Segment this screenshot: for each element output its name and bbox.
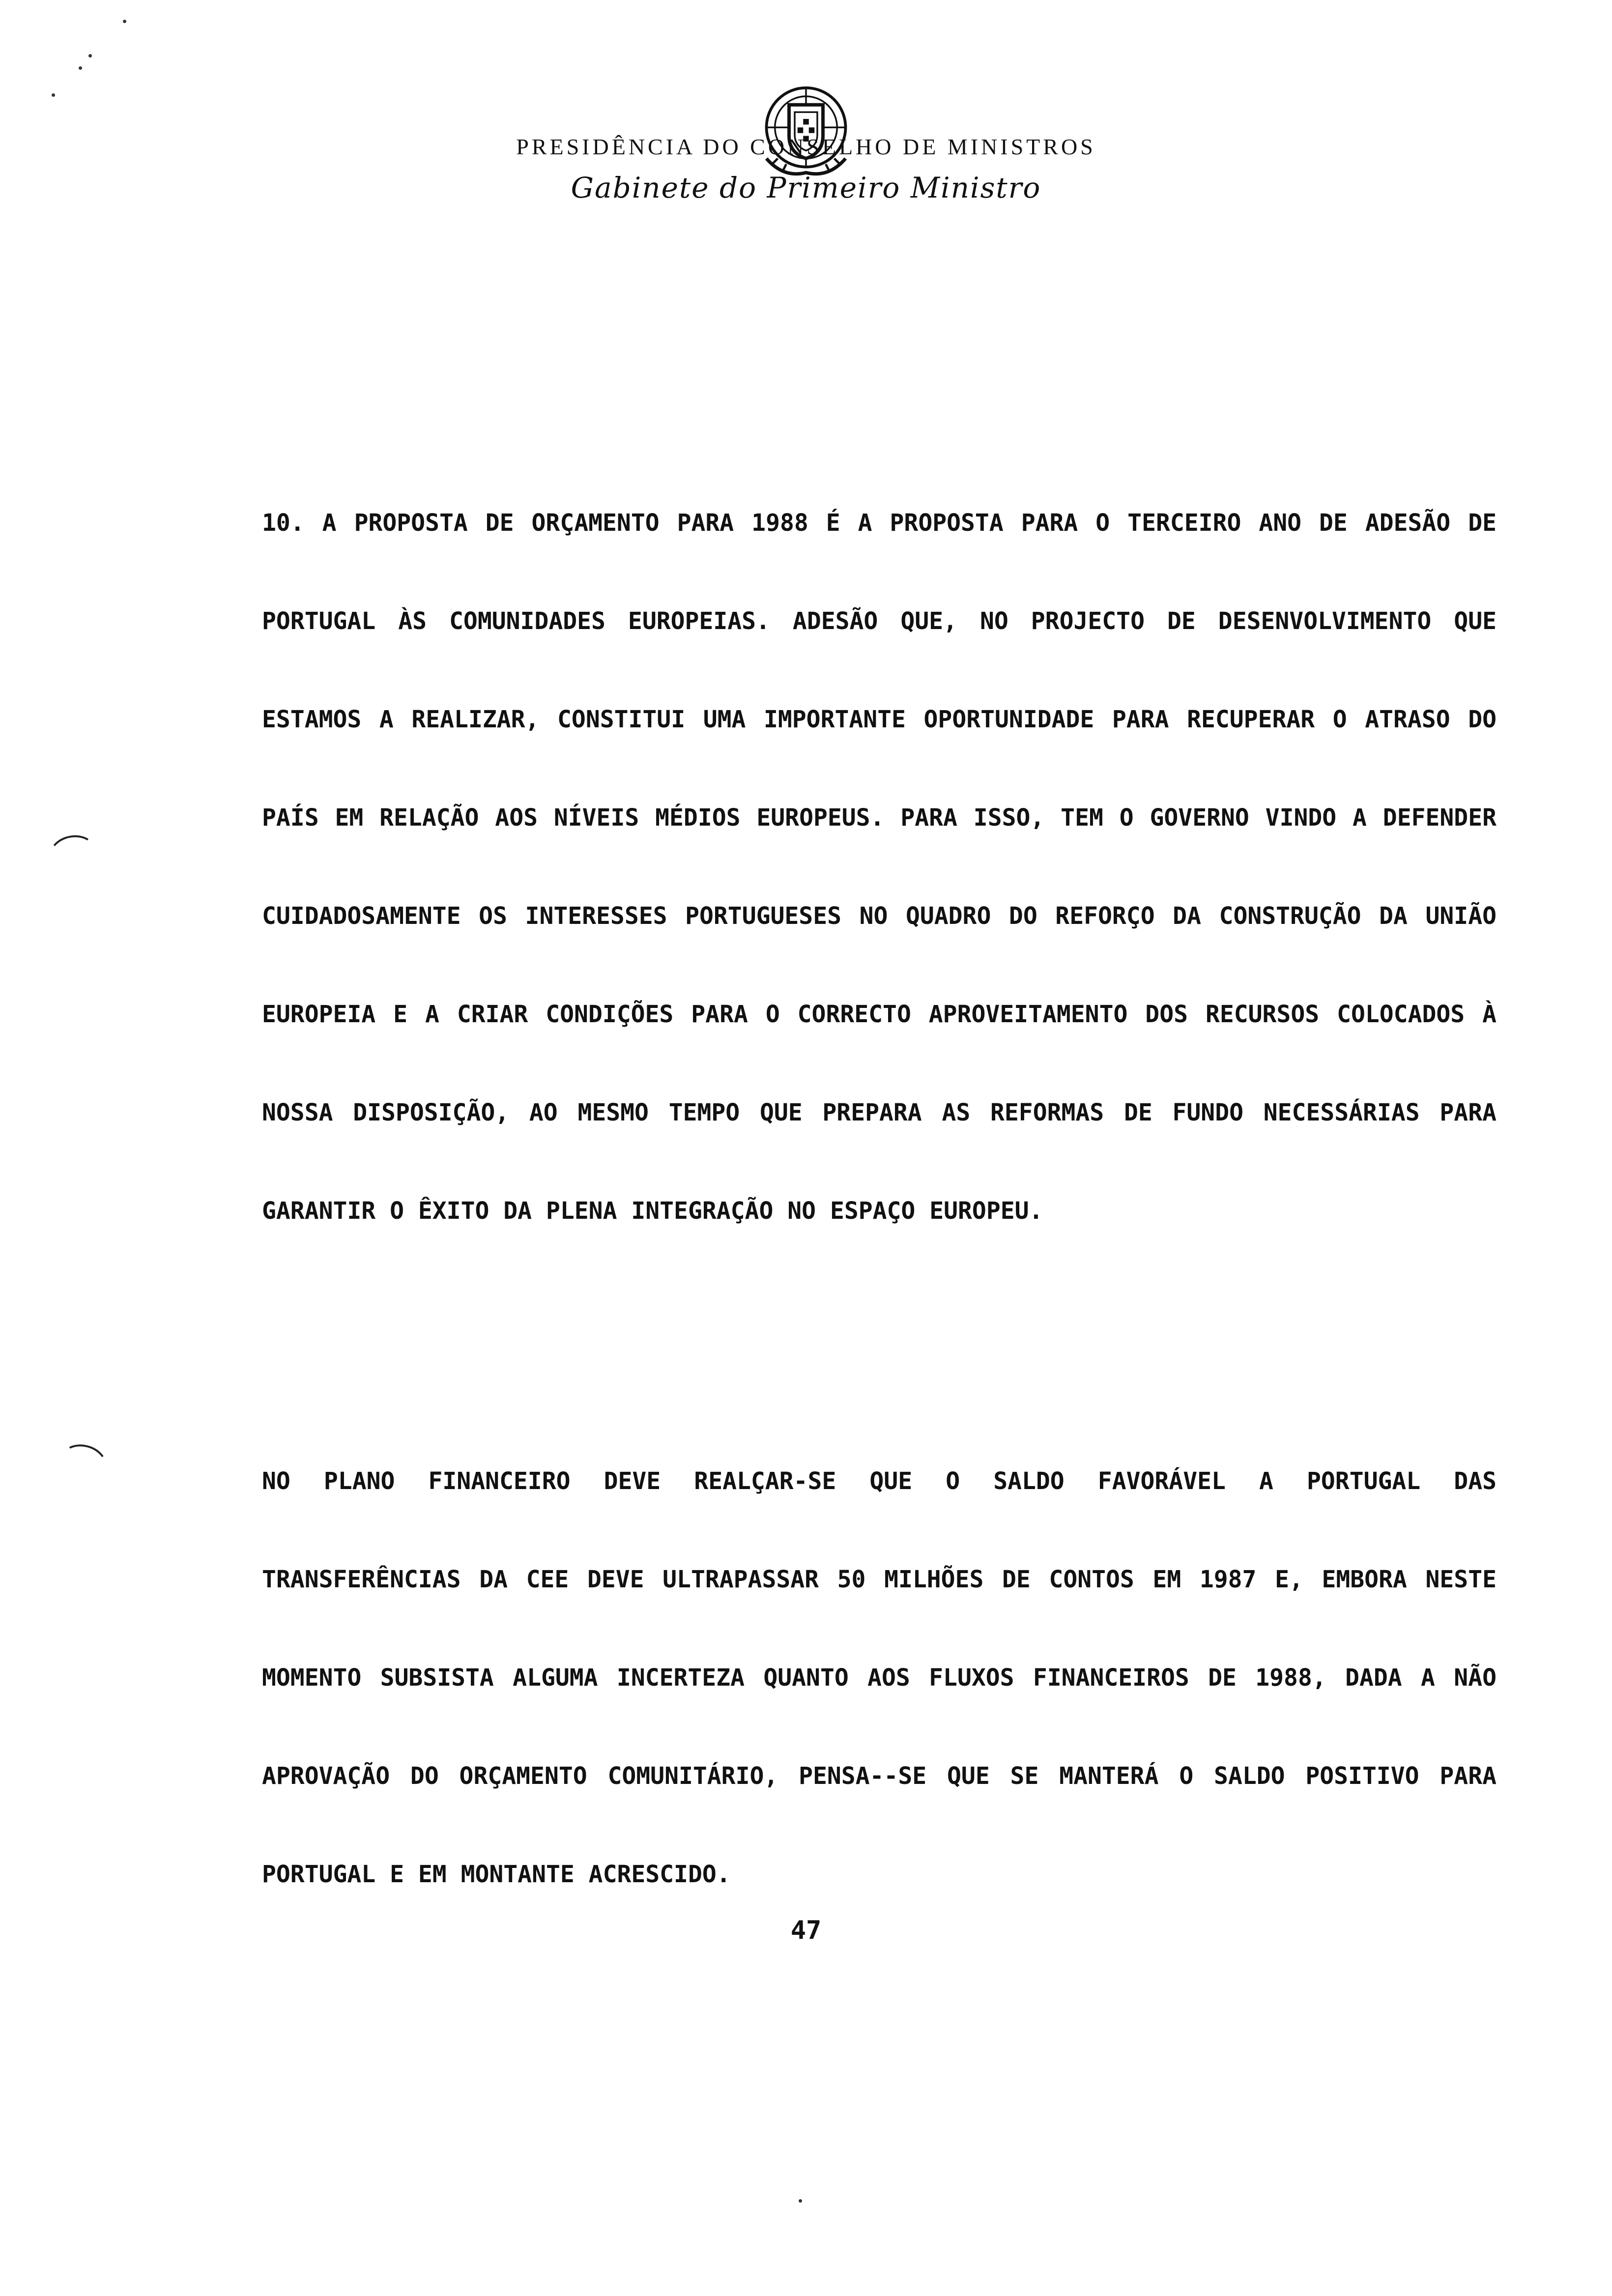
scan-speck bbox=[799, 2199, 802, 2203]
scan-speck bbox=[79, 66, 82, 70]
margin-mark bbox=[46, 832, 100, 878]
organization-name: PRESIDÊNCIA DO CONSELHO DE MINISTROS bbox=[516, 134, 1096, 159]
paragraph-1: 10. A PROPOSTA DE ORÇAMENTO PARA 1988 É A PROPOSTA PARA O TERCEIRO ANO DE ADESÃO DE PORTUGAL ÀS COMUNIDADES EUROPEIAS. ADESÃO QUE, NO PROJECTO DE DESENVOLVIMENTO QUE ESTAMOS A REALIZAR, CONSTITUI UMA IMPORTANTE OPORTUNIDADE PARA RECUPERAR O ATRASO DO PAÍS EM RELAÇÃO AOS NÍVEIS MÉDIOS EUROPEUS. PARA ISSO, TEM O GOVERNO VINDO A DEFENDER CUIDADOSAMENTE OS INTERESSES PORTUGUESES NO QUADRO DO REFORÇO DA CONSTRUÇÃO DA UNIÃO EUROPEIA E A CRIAR CONDIÇÕES PARA O CORRECTO APROVEITAMENTO DOS RECURSOS COLOCADOS À NOSSA DISPOSIÇÃO, AO MESMO TEMPO QUE PREPARA AS REFORMAS DE FUNDO NECESSÁRIAS PARA GARANTIR O ÊXITO DA PLENA INTEGRAÇÃO NO ESPAÇO EUROPEU. bbox=[262, 509, 1497, 1225]
cabinet-name: Gabinete do Primeiro Ministro bbox=[571, 171, 1041, 204]
scan-speck bbox=[88, 54, 92, 57]
scan-speck bbox=[123, 20, 126, 23]
coat-of-arms-icon bbox=[749, 74, 863, 187]
paragraph-2: NO PLANO FINANCEIRO DEVE REALÇAR-SE QUE O SALDO FAVORÁVEL A PORTUGAL DAS TRANSFERÊNCIAS DA CEE DEVE ULTRAPASSAR 50 MILHÕES DE CONTOS EM 1987 E, EMBORA NESTE MOMENTO SUBSISTA ALGUMA INCERTEZA QUANTO AOS FLUXOS FINANCEIROS DE 1988, DADA A NÃO APROVAÇÃO DO ORÇAMENTO COMUNITÁRIO, PENSA--SE QUE SE MANTERÁ O SALDO POSITIVO PARA PORTUGAL E EM MONTANTE ACRESCIDO. bbox=[262, 1467, 1497, 1888]
margin-mark bbox=[55, 1439, 112, 1489]
letterhead bbox=[0, 74, 1612, 187]
page-number: 47 bbox=[790, 1916, 822, 1945]
